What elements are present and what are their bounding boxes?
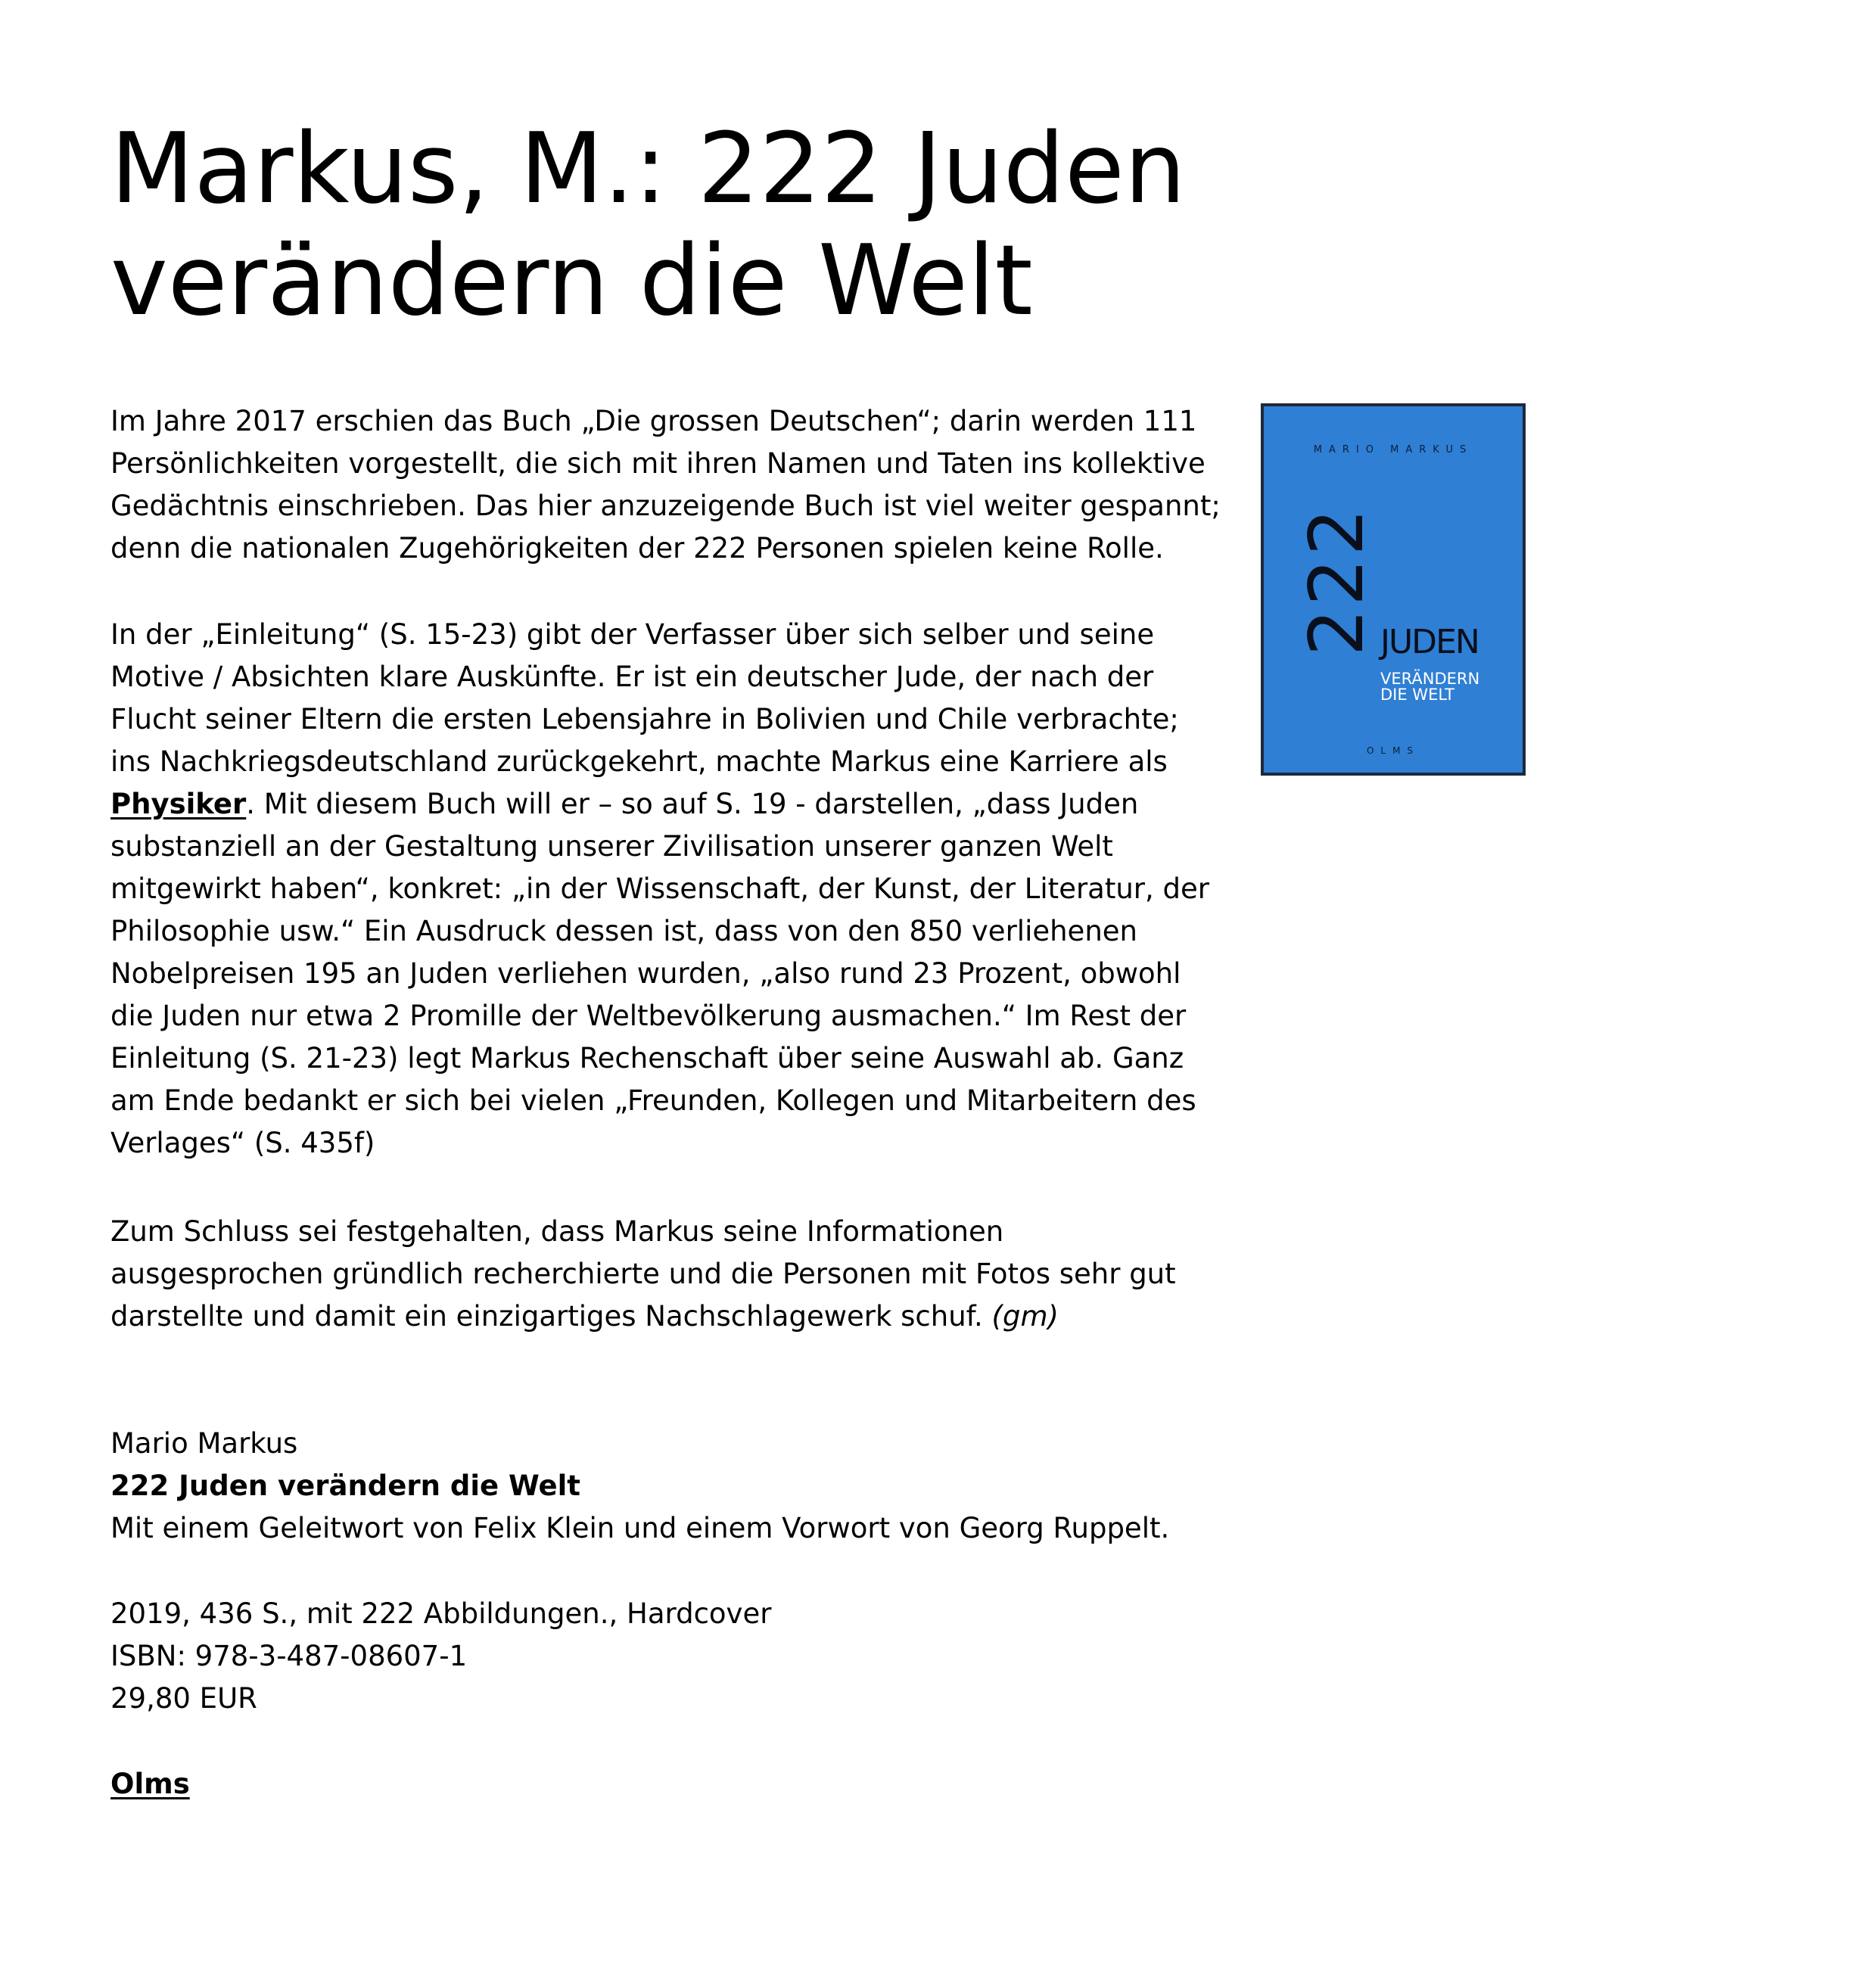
author-signature: (gm)	[991, 1300, 1059, 1333]
publisher	[110, 1763, 1246, 1805]
book-title: 222 Juden verändern die Welt	[110, 1470, 580, 1502]
paragraph-line-with-link	[110, 783, 1246, 826]
cover-subtitle	[1380, 671, 1479, 703]
paragraph-line: Im Jahre 2017 erschien das Buch „Die grossen Deutschen“; darin werden 111	[110, 405, 1197, 437]
paragraph-line: Zum Schluss sei festgehalten, dass Markus seine Informationen	[110, 1215, 1004, 1248]
paragraph-line: denn die nationalen Zugehörigkeiten der 222 Personen spielen keine Rolle.	[110, 532, 1164, 564]
paragraph-line: mitgewirkt haben“, konkret: „in der Wissenschaft, der Kunst, der Literatur, der	[110, 872, 1209, 905]
cover-word: JUDEN	[1380, 623, 1479, 661]
publisher-link[interactable]: Olms	[110, 1768, 190, 1800]
link-line-rest: . Mit diesem Buch will er – so auf S. 19 - darstellen, „dass Juden	[246, 788, 1139, 820]
book-info	[110, 1423, 1246, 1550]
cover-number: 222	[1294, 505, 1380, 656]
book-price: 29,80 EUR	[110, 1682, 257, 1715]
intro-paragraph	[110, 400, 1246, 570]
book-cover-image	[1261, 403, 1526, 776]
physiker-link[interactable]: Physiker	[110, 788, 247, 820]
book-subtitle: Mit einem Geleitwort von Felix Klein und einem Vorwort von Georg Ruppelt.	[110, 1512, 1170, 1544]
paragraph-line-last	[110, 1295, 1246, 1338]
paragraph-line: In der „Einleitung“ (S. 15-23) gibt der Verfasser über sich selber und seine	[110, 618, 1155, 651]
paragraph-line: Flucht seiner Eltern die ersten Lebensjahre in Bolivien und Chile verbrachte;	[110, 703, 1179, 736]
body-paragraph	[110, 614, 1246, 1165]
paragraph-line: Nobelpreisen 195 an Juden verliehen wurden, „also rund 23 Prozent, obwohl	[110, 957, 1181, 990]
cover-subtitle-line: DIE WELT	[1380, 686, 1454, 704]
cover-subtitle-line: VERÄNDERN	[1380, 670, 1480, 688]
cover-author: MARIO MARKUS	[1313, 444, 1473, 456]
paragraph-line: Philosophie usw.“ Ein Ausdruck dessen ist, dass von den 850 verliehenen	[110, 915, 1137, 947]
cover-publisher: OLMS	[1366, 745, 1420, 756]
paragraph-line: ins Nachkriegsdeutschland zurückgekehrt, machte Markus eine Karriere als	[110, 745, 1168, 778]
paragraph-line: die Juden nur etwa 2 Promille der Weltbevölkerung ausmachen.“ Im Rest der	[110, 1000, 1187, 1032]
title-line-2: verändern die Welt	[110, 225, 1033, 337]
paragraph-line: Motive / Absichten klare Auskünfte. Er ist ein deutscher Jude, der nach der	[110, 661, 1154, 693]
paragraph-line: Persönlichkeiten vorgestellt, die sich mit ihren Namen und Taten ins kollektive	[110, 447, 1206, 480]
title-line-1: Markus, M.: 222 Juden	[110, 113, 1186, 225]
article-title	[110, 114, 1321, 337]
paragraph-line: ausgesprochen gründlich recherchierte und die Personen mit Fotos sehr gut	[110, 1258, 1176, 1290]
paragraph-line: am Ende bedankt er sich bei vielen „Freunden, Kollegen und Mitarbeitern des	[110, 1084, 1196, 1117]
book-edition-details: 2019, 436 S., mit 222 Abbildungen., Hardcover	[110, 1597, 772, 1630]
book-author: Mario Markus	[110, 1427, 298, 1460]
paragraph-line: Gedächtnis einschrieben. Das hier anzuzeigende Buch ist viel weiter gespannt;	[110, 490, 1221, 522]
paragraph-line-text: darstellte und damit ein einzigartiges Nachschlagewerk schuf.	[110, 1300, 992, 1333]
book-isbn: ISBN: 978-3-487-08607-1	[110, 1640, 468, 1672]
book-details	[110, 1593, 1246, 1720]
publisher-line	[110, 1763, 1246, 1805]
paragraph-line: substanziell an der Gestaltung unserer Zivilisation unserer ganzen Welt	[110, 830, 1113, 863]
closing-paragraph	[110, 1211, 1246, 1338]
paragraph-line: Einleitung (S. 21-23) legt Markus Rechenschaft über seine Auswahl ab. Ganz	[110, 1042, 1184, 1075]
paragraph-line: Verlages“ (S. 435f)	[110, 1127, 375, 1159]
